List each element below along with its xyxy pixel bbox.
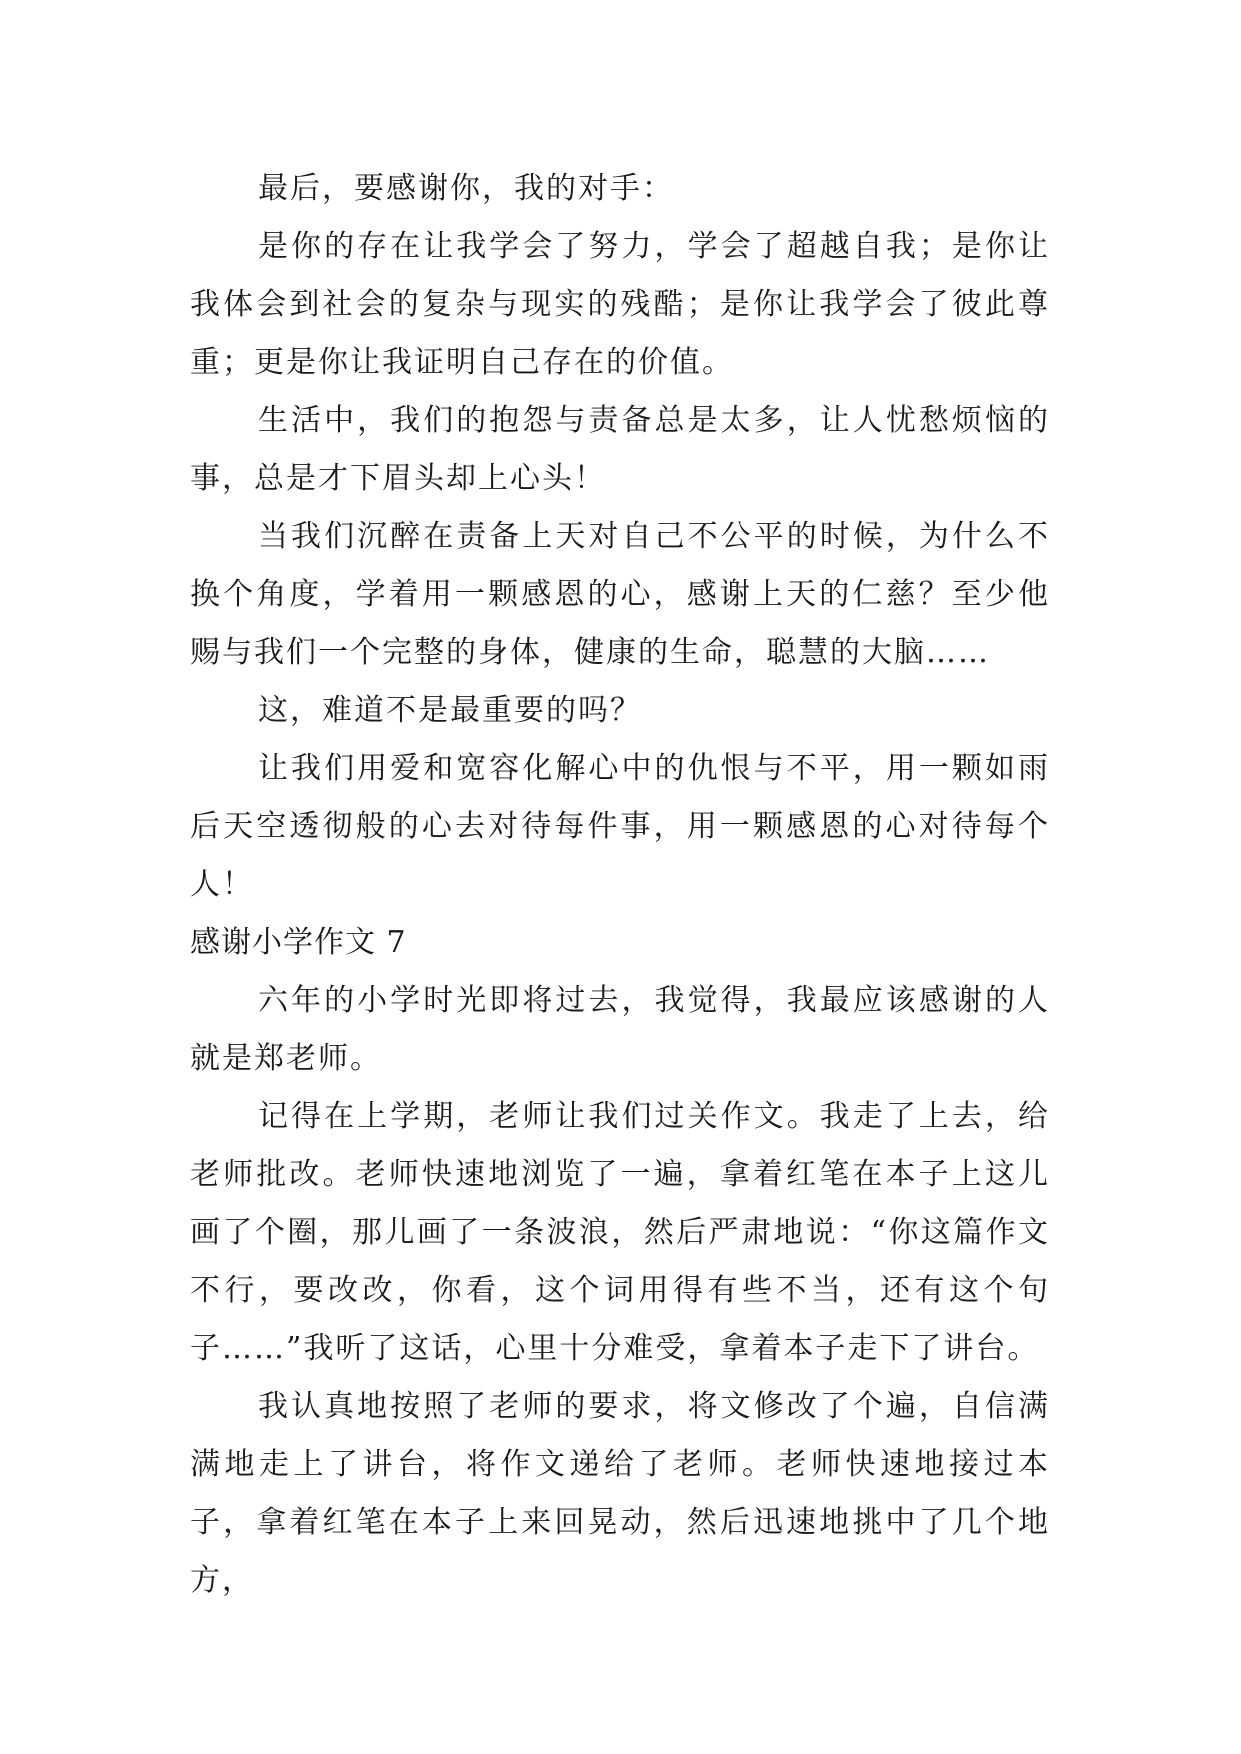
paragraph-essay-revision: 我认真地按照了老师的要求，将文修改了个遍，自信满满地走上了讲台，将作文递给了老师。老师快速地接过本子，拿着红笔在本子上来回晃动，然后迅速地挑中了几个地方， [190,1389,1050,1598]
paragraph-six-years: 六年的小学时光即将过去，我觉得，我最应该感谢的人就是郑老师。 [190,983,1050,1076]
paragraph-complaints: 生活中，我们的抱怨与责备总是太多，让人忧愁烦恼的事，总是才下眉头却上心头！ [190,403,1050,496]
section-title: 感谢小学作文 7 [190,925,407,960]
paragraph-opponent-reasons: 是你的存在让我学会了努力，学会了超越自我；是你让我体会到社会的复杂与现实的残酷；是你让我学会了彼此尊重；更是你让我证明自己存在的价值。 [190,229,1050,380]
paragraph-thanks-opponent: 最后，要感谢你，我的对手： [258,171,674,206]
document-body [190,160,1050,1610]
paragraph-love-tolerance: 让我们用爱和宽容化解心中的仇恨与不平，用一颗如雨后天空透彻般的心去对待每件事，用一颗感恩的心对待每个人！ [190,751,1050,902]
paragraph-rhetorical-question: 这，难道不是最重要的吗？ [258,693,642,728]
paragraph-gratitude-heaven: 当我们沉醉在责备上天对自己不公平的时候，为什么不换个角度，学着用一颗感恩的心，感谢上天的仁慈？至少他赐与我们一个完整的身体，健康的生命，聪慧的大脑…… [190,519,1050,670]
paragraph-essay-review: 记得在上学期，老师让我们过关作文。我走了上去，给老师批改。老师快速地浏览了一遍，拿着红笔在本子上这儿画了个圈，那儿画了一条波浪，然后严肃地说：“你这篇作文不行，要改改，你看，这个词用得有些不当，还有这个句子……”我听了这话，心里十分难受，拿着本子走下了讲台。 [190,1099,1050,1366]
